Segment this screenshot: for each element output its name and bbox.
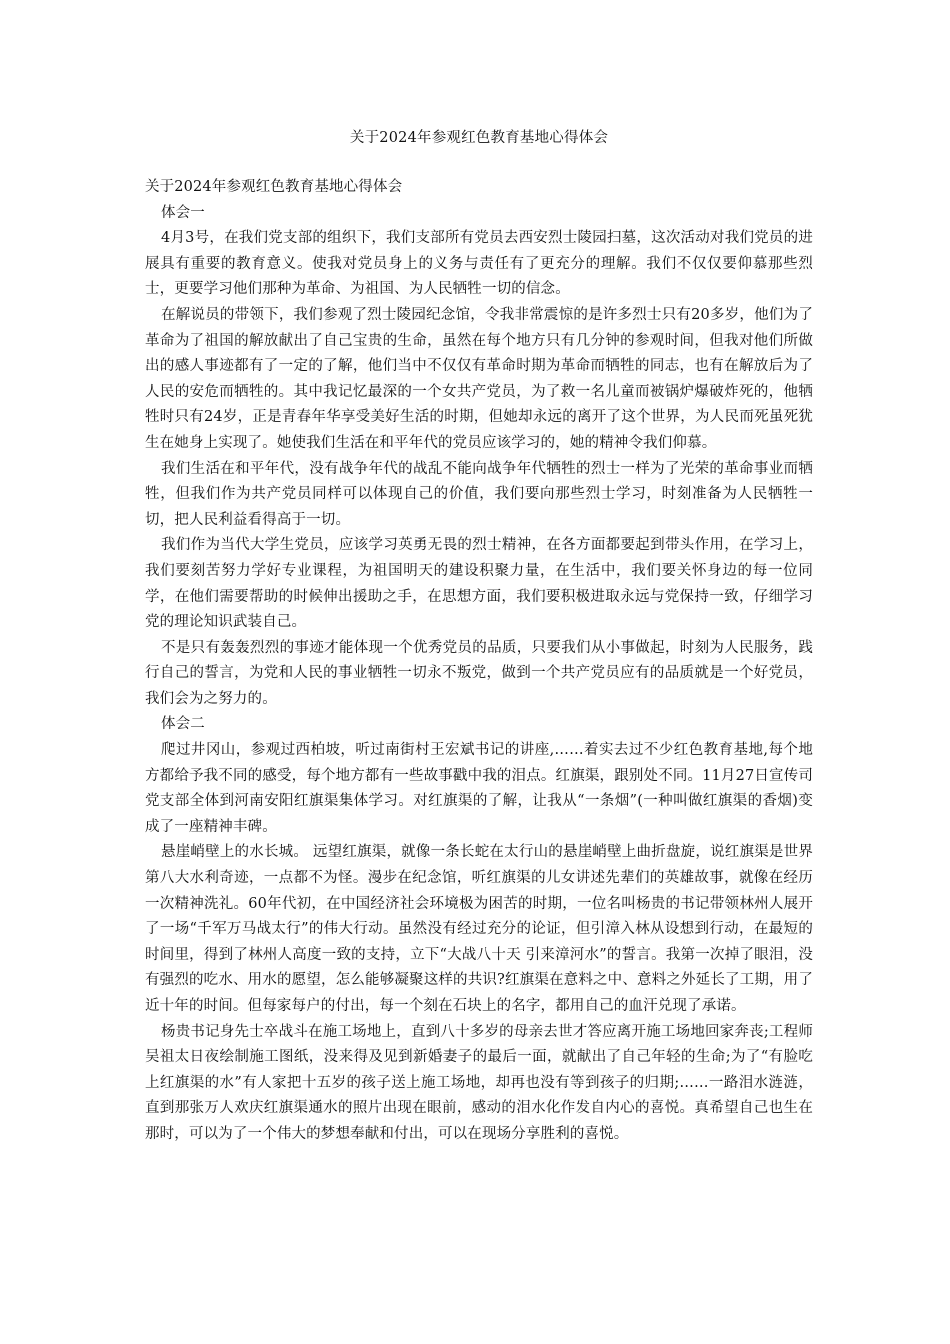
section2-paragraph-2: 悬崖峭壁上的水长城。 远望红旗渠，就像一条长蛇在太行山的悬崖峭壁上曲折盘旋，说红旗渠是世界第八大水利奇迹，一点都不为怪。漫步在纪念馆，听红旗渠的儿女讲述先辈们的英雄故事，就像在经历一次精神洗礼。60年代初，在中国经济社会环境极为困苦的时期，一位名叫杨贵的书记带领林州人展开了一场“千军万马战太行”的伟大行动。虽然没有经过充分的论证，但引漳入林从设想到行动，在最短的时间里，得到了林州人高度一致的支持，立下“大战八十天 引来漳河水”的誓言。我第一次掉了眼泪，没有强烈的吃水、用水的愿望，怎么能够凝聚这样的共识?红旗渠在意料之中、意料之外延长了工期，用了近十年的时间。但每家每户的付出，每一个刻在石块上的名字，都用自己的血汗兑现了承诺。 (145, 844, 813, 1014)
section1-paragraph-2: 在解说员的带领下，我们参观了烈士陵园纪念馆，令我非常震惊的是许多烈士只有20多岁，他们为了革命为了祖国的解放献出了自己宝贵的生命，虽然在每个地方只有几分钟的参观时间，但我对他们所做出的感人事迹都有了一定的了解，他们当中不仅仅有革命时期为革命而牺牲的同志，也有在解放后为了人民的安危而牺牲的。其中我记忆最深的一个女共产党员，为了救一名儿童而被锅炉爆破炸死的，他牺牲时只有24岁，正是青春年华享受美好生活的时期，但她却永远的离开了这个世界，为人民而死虽死犹生在她身上实现了。她使我们生活在和平年代的党员应该学习的，她的精神令我们仰慕。 (145, 306, 813, 451)
section1-paragraph-4: 我们作为当代大学生党员，应该学习英勇无畏的烈士精神，在各方面都要起到带头作用，在学习上，我们要刻苦努力学好专业课程，为祖国明天的建设积聚力量，在生活中，我们要关怀身边的每一位同学，在他们需要帮助的时候伸出援助之手，在思想方面，我们要积极进取永远与党保持一致，仔细学习党的理论知识武装自己。 (145, 537, 813, 631)
section1-paragraph-5: 不是只有轰轰烈烈的事迹才能体现一个优秀党员的品质，只要我们从小事做起，时刻为人民服务，践行自己的誓言，为党和人民的事业牺牲一切永不叛党，做到一个共产党员应有的品质就是一个好党员，我们会为之努力的。 (145, 639, 813, 707)
section1-paragraph-3: 我们生活在和平年代，没有战争年代的战乱不能向战争年代牺牲的烈士一样为了光荣的革命事业而牺牲，但我们作为共产党员同样可以体现自己的价值，我们要向那些烈士学习，时刻准备为人民牺牲一切，把人民利益看得高于一切。 (145, 460, 813, 528)
document-body (145, 175, 813, 1148)
section2-paragraph-1: 爬过井冈山，参观过西柏坡，听过南街村王宏斌书记的讲座,……着实去过不少红色教育基地,每个地方都给予我不同的感受，每个地方都有一些故事戳中我的泪点。红旗渠，跟别处不同。11月27日宣传司党支部全体到河南安阳红旗渠集体学习。对红旗渠的了解，让我从“一条烟”(一种叫做红旗渠的香烟)变成了一座精神丰碑。 (145, 742, 813, 835)
section2-heading: 体会二 (161, 716, 205, 733)
section1-heading: 体会一 (161, 204, 205, 221)
section1-paragraph-1: 4月3号，在我们党支部的组织下，我们支部所有党员去西安烈士陵园扫墓，这次活动对我们党员的进展具有重要的教育意义。使我对党员身上的义务与责任有了更充分的理解。我们不仅仅要仰慕那些烈士，更要学习他们那种为革命、为祖国、为人民牺牲一切的信念。 (145, 230, 813, 298)
section2-paragraph-3: 杨贵书记身先士卒战斗在施工场地上，直到八十多岁的母亲去世才答应离开施工场地回家奔丧;工程师吴祖太日夜绘制施工图纸，没来得及见到新婚妻子的最后一面，就献出了自己年轻的生命;为了“有脸吃上红旗渠的水”有人家把十五岁的孩子送上施工场地，却再也没有等到孩子的归期;……一路泪水涟涟，直到那张万人欢庆红旗渠通水的照片出现在眼前，感动的泪水化作发自内心的喜悦。真希望自己也生在那时，可以为了一个伟大的梦想奉献和付出，可以在现场分享胜利的喜悦。 (145, 1023, 813, 1142)
document-title: 关于2024年参观红色教育基地心得体会 (349, 130, 609, 146)
document-subtitle: 关于2024年参观红色教育基地心得体会 (145, 179, 403, 195)
